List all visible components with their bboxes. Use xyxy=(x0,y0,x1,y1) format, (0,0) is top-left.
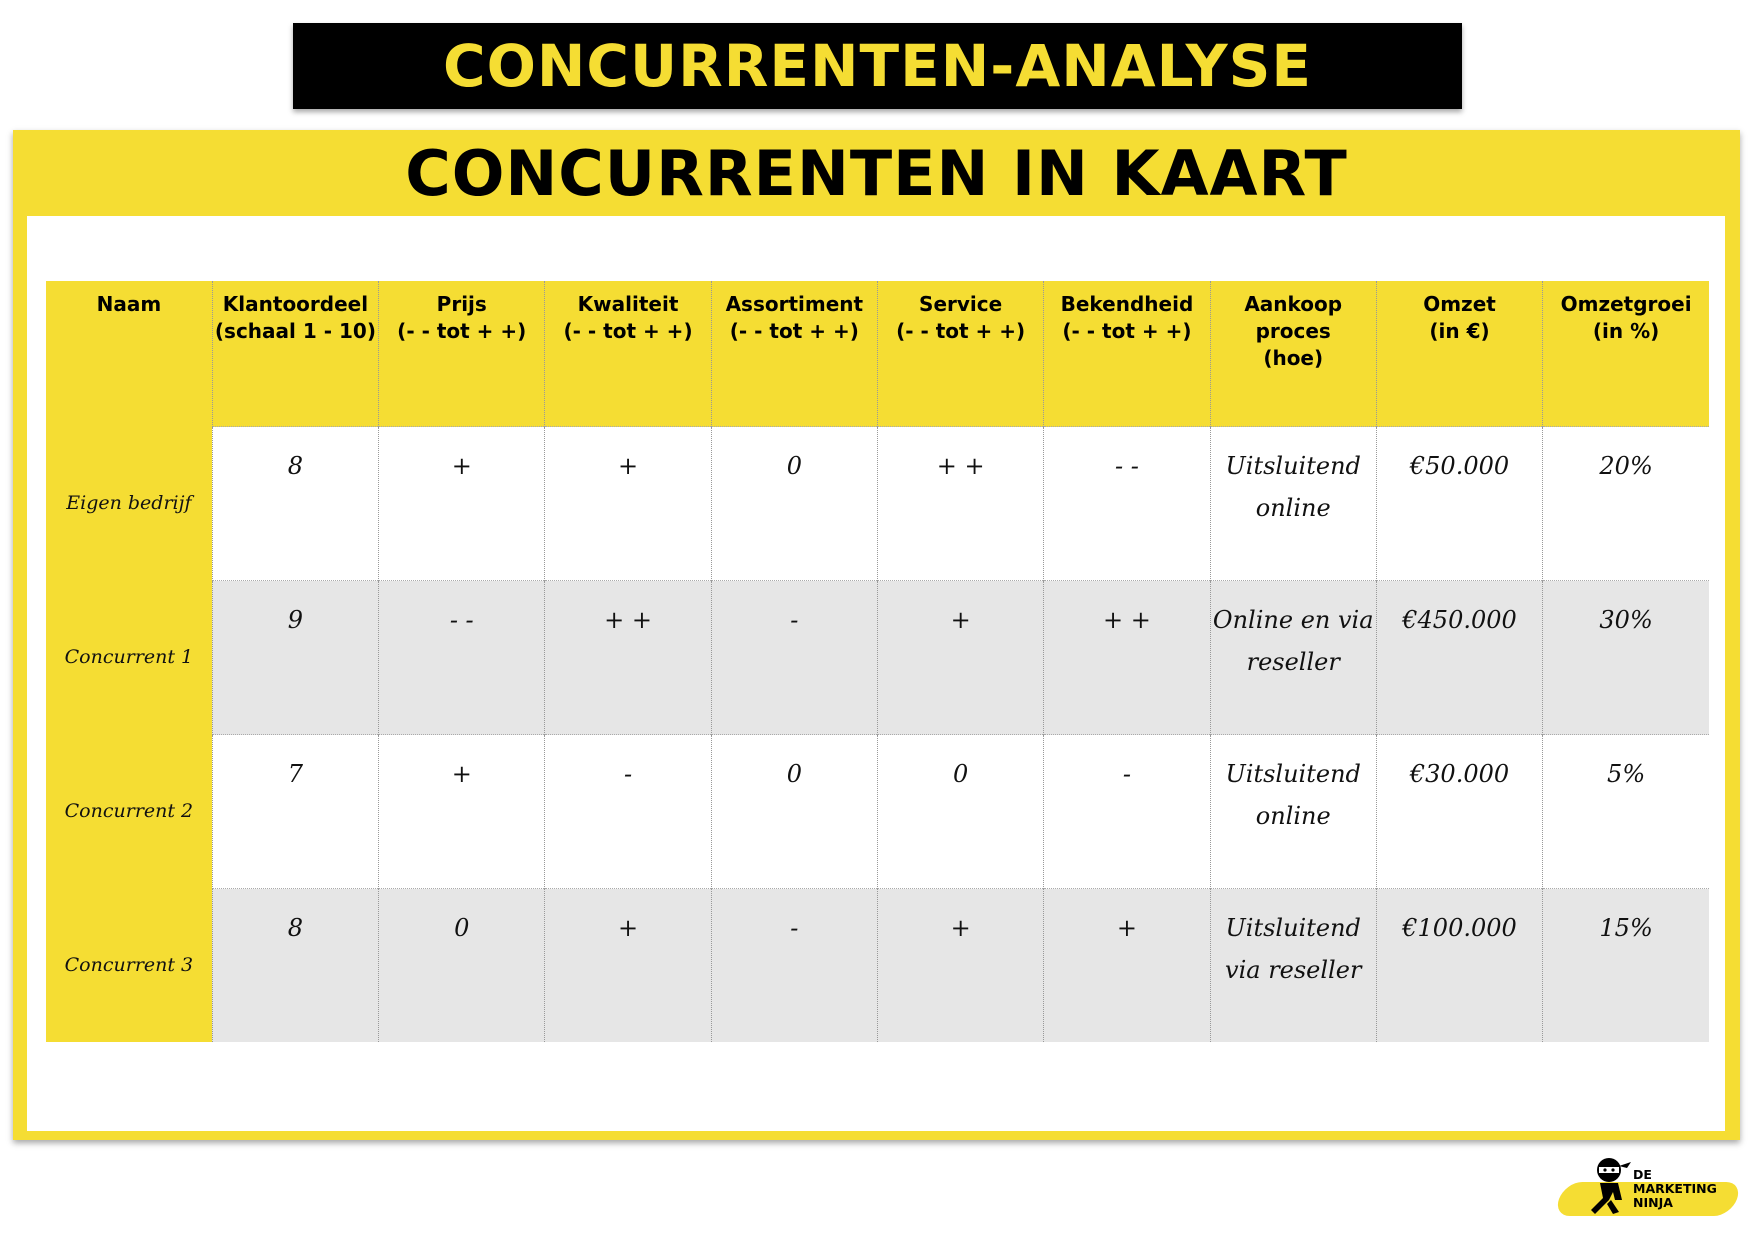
table-row xyxy=(46,889,1709,1043)
column-header-line: (- - tot + +) xyxy=(563,319,693,343)
table-cell: Uitsluitend online xyxy=(1210,735,1376,889)
table-cell: - xyxy=(545,735,711,889)
column-header-line: (in €) xyxy=(1429,319,1490,343)
table-cell: 8 xyxy=(212,889,378,1043)
table-cell: - xyxy=(711,889,877,1043)
table-cell: + + xyxy=(1044,581,1210,735)
row-name-cell: Concurrent 3 xyxy=(46,889,212,1043)
column-header-line: Service xyxy=(919,292,1003,316)
table-cell: 8 xyxy=(212,427,378,581)
table-cell: + + xyxy=(877,427,1043,581)
column-header-line: proces xyxy=(1255,319,1331,343)
column-header-line: Assortiment xyxy=(725,292,864,316)
column-header xyxy=(711,281,877,427)
table-cell: €30.000 xyxy=(1376,735,1542,889)
competitor-table xyxy=(46,281,1709,1042)
table-cell: - xyxy=(711,581,877,735)
column-header-line: Prijs xyxy=(436,292,487,316)
column-header-line: (- - tot + +) xyxy=(1062,319,1192,343)
table-cell: 0 xyxy=(379,889,545,1043)
table-cell: 15% xyxy=(1543,889,1709,1043)
column-header-line: Aankoop xyxy=(1244,292,1343,316)
column-header-line: (- - tot + +) xyxy=(896,319,1026,343)
section-title: CONCURRENTEN IN KAART xyxy=(405,136,1348,210)
table-cell: Uitsluitend online xyxy=(1210,427,1376,581)
column-header xyxy=(545,281,711,427)
section-header xyxy=(13,130,1740,216)
table-row xyxy=(46,427,1709,581)
table-cell: + xyxy=(545,427,711,581)
table-cell: - - xyxy=(379,581,545,735)
title-banner xyxy=(293,23,1462,109)
table-cell: Online en via reseller xyxy=(1210,581,1376,735)
table-body xyxy=(46,427,1709,1043)
table-cell: €100.000 xyxy=(1376,889,1542,1043)
table-cell: Uitsluitend via reseller xyxy=(1210,889,1376,1043)
column-header-line: (in %) xyxy=(1592,319,1660,343)
column-header xyxy=(877,281,1043,427)
table-cell: 30% xyxy=(1543,581,1709,735)
table-cell: 0 xyxy=(711,735,877,889)
table-cell: 20% xyxy=(1543,427,1709,581)
brand-logo xyxy=(1559,1154,1749,1220)
column-header-line: (schaal 1 - 10) xyxy=(214,319,376,343)
column-header-line: (- - tot + +) xyxy=(397,319,527,343)
table-cell: + xyxy=(877,889,1043,1043)
table-row xyxy=(46,735,1709,889)
table-cell: 5% xyxy=(1543,735,1709,889)
column-header xyxy=(212,281,378,427)
column-header-line: Naam xyxy=(96,292,162,316)
logo-text xyxy=(1633,1168,1717,1210)
logo-line: NINJA xyxy=(1633,1195,1673,1210)
row-name-cell: Concurrent 2 xyxy=(46,735,212,889)
column-header xyxy=(379,281,545,427)
column-header-line: Bekendheid xyxy=(1060,292,1194,316)
column-header-line: Klantoordeel xyxy=(222,292,369,316)
table-cell: + xyxy=(877,581,1043,735)
table-header-row xyxy=(46,281,1709,427)
column-header-line: Omzetgroei xyxy=(1560,292,1692,316)
column-header xyxy=(46,281,212,427)
table-cell: + xyxy=(545,889,711,1043)
table-cell: - xyxy=(1044,735,1210,889)
table-cell: + xyxy=(1044,889,1210,1043)
table-row xyxy=(46,581,1709,735)
table-cell: €450.000 xyxy=(1376,581,1542,735)
table-cell: 7 xyxy=(212,735,378,889)
table-cell: 0 xyxy=(711,427,877,581)
row-name-cell: Concurrent 1 xyxy=(46,581,212,735)
logo-line: MARKETING xyxy=(1633,1181,1717,1196)
row-name-cell: Eigen bedrijf xyxy=(46,427,212,581)
content-frame xyxy=(13,130,1740,1140)
table-cell: 0 xyxy=(877,735,1043,889)
column-header-line: (hoe) xyxy=(1263,346,1324,370)
column-header xyxy=(1376,281,1542,427)
column-header xyxy=(1044,281,1210,427)
table-cell: + xyxy=(379,735,545,889)
logo-line: DE xyxy=(1633,1167,1652,1182)
table-cell: + + xyxy=(545,581,711,735)
column-header-line: (- - tot + +) xyxy=(729,319,859,343)
column-header-line: Omzet xyxy=(1423,292,1496,316)
ninja-icon xyxy=(1589,1156,1635,1216)
column-header-line: Kwaliteit xyxy=(577,292,679,316)
table-container xyxy=(27,216,1725,1131)
table-cell: - - xyxy=(1044,427,1210,581)
table-cell: + xyxy=(379,427,545,581)
column-header xyxy=(1543,281,1709,427)
table-cell: €50.000 xyxy=(1376,427,1542,581)
page-title: CONCURRENTEN-ANALYSE xyxy=(443,32,1312,100)
table-cell: 9 xyxy=(212,581,378,735)
column-header xyxy=(1210,281,1376,427)
